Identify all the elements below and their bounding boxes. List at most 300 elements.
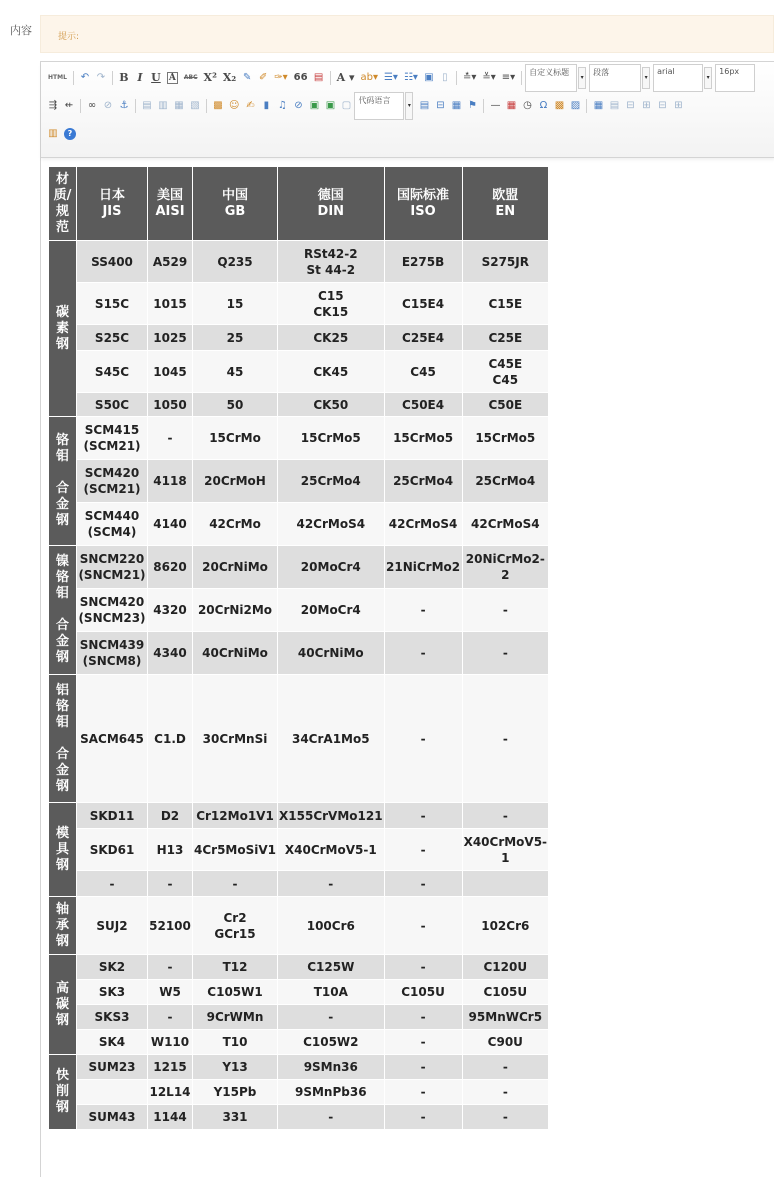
- cell-text-line: 20MoCr4: [300, 603, 361, 617]
- table-cell: [148, 417, 193, 460]
- table-row: [49, 1080, 549, 1105]
- cell-text-line: Y13: [222, 1060, 248, 1074]
- table-cell: [278, 460, 385, 503]
- table-cell: [384, 980, 462, 1005]
- table-cell: [462, 325, 548, 351]
- cell-text-line: H13: [156, 842, 184, 857]
- cell-text-line: EN: [495, 203, 516, 219]
- table-cell: [193, 829, 278, 871]
- table-cell: [384, 829, 462, 871]
- cell-text-line: 1215: [153, 1060, 187, 1074]
- omega-icon[interactable]: Ω: [539, 100, 548, 111]
- toolbar-row-1: [45, 66, 756, 90]
- table-body: [49, 241, 549, 1130]
- table-cell: [77, 393, 148, 417]
- table-cell: [77, 1055, 148, 1080]
- table-cell: [193, 871, 278, 897]
- toolbar-separator: [206, 99, 207, 113]
- map-icon[interactable]: ▣: [309, 100, 320, 111]
- table-cell: [462, 393, 548, 417]
- cell-text-line: 34CrA1Mo5: [291, 731, 370, 746]
- spechars-icon[interactable]: ⚑: [467, 100, 477, 111]
- italic-button[interactable]: I: [137, 71, 143, 84]
- table-cell: [462, 1030, 548, 1055]
- hint-text: 提示:: [58, 32, 80, 42]
- table-icon[interactable]: ▦: [593, 100, 604, 111]
- table-cell: [384, 417, 462, 460]
- table-cell: [384, 1080, 462, 1105]
- insert-image-icon[interactable]: ▩: [213, 100, 223, 111]
- strikethrough-button[interactable]: ABC: [183, 74, 198, 81]
- align-right-icon[interactable]: ▦: [174, 100, 184, 111]
- table-cell: [77, 325, 148, 351]
- cell-text-line: SK3: [98, 985, 126, 999]
- table-row: [49, 980, 549, 1005]
- date-icon[interactable]: ▦: [506, 100, 517, 111]
- cell-text-line: 金: [55, 497, 69, 512]
- row-spacing-top-icon[interactable]: ≛▾: [462, 72, 477, 83]
- table-cell: [193, 1055, 278, 1080]
- cell-text-line: S50C: [94, 397, 130, 412]
- toolbar-separator: [73, 71, 74, 85]
- table-cell: [278, 589, 385, 632]
- table-cell: [148, 871, 193, 897]
- rtl-icon[interactable]: ⇷: [64, 100, 74, 111]
- cell-text-line: 45: [226, 364, 244, 379]
- cell-text-line: 削: [55, 1084, 69, 1099]
- row-spacing-bottom-icon[interactable]: ≚▾: [482, 72, 496, 83]
- cell-text-line: GB: [224, 203, 246, 219]
- time-icon[interactable]: ◷: [523, 100, 532, 111]
- table-cell: [77, 1005, 148, 1030]
- cell-text-line: 日本: [98, 187, 125, 203]
- table-cell: [384, 589, 462, 632]
- line-height-icon[interactable]: ≡▾: [501, 72, 516, 83]
- table-cell: [384, 283, 462, 325]
- table-cell: [462, 589, 548, 632]
- table-cell: [462, 351, 548, 393]
- table-cell: [148, 351, 193, 393]
- table-cell: [77, 546, 148, 589]
- template-icon[interactable]: ⊟: [436, 100, 445, 111]
- table-cell: [148, 632, 193, 675]
- table-cell: [77, 803, 148, 829]
- cell-text-line: 4118: [153, 474, 187, 488]
- scrawl-icon[interactable]: ✍: [246, 100, 255, 111]
- table-cell: [384, 351, 462, 393]
- table-cell: [193, 589, 278, 632]
- cell-text-line: -: [420, 603, 426, 617]
- insert-video-icon[interactable]: ▮: [263, 100, 270, 111]
- table-row: [49, 460, 549, 503]
- cell-text-line: 美国: [156, 187, 183, 203]
- table-cell: [193, 803, 278, 829]
- table-cell: [193, 241, 278, 283]
- cell-text-line: DIN: [317, 203, 345, 219]
- table-row: [49, 955, 549, 980]
- cell-text-line: 合: [55, 481, 69, 496]
- table-cell: [77, 829, 148, 871]
- editor-toolbar: [41, 62, 774, 158]
- cell-text-line: -: [502, 808, 508, 823]
- clear-doc-icon[interactable]: ▯: [442, 72, 448, 83]
- cell-text-line: CK45: [313, 364, 349, 379]
- cell-text-line: 42CrMoS4: [388, 517, 458, 531]
- cell-text-line: (SNCM8): [82, 654, 142, 668]
- table-cell: [384, 871, 462, 897]
- font-color-button[interactable]: A ▾: [336, 71, 355, 84]
- cell-text-line: C50E: [488, 397, 523, 412]
- cell-text-line: 4Cr5MoSiV1: [194, 842, 277, 857]
- cell-text-line: SS400: [91, 254, 133, 269]
- table-row: [49, 1055, 549, 1080]
- cell-text-line: 52100: [149, 918, 191, 933]
- table-cell: [462, 803, 548, 829]
- cell-text-line: Cr2: [223, 910, 247, 925]
- cell-text-line: -: [420, 1035, 426, 1049]
- cell-text-line: -: [420, 1085, 426, 1099]
- unordered-list-icon[interactable]: ☷▾: [403, 72, 418, 83]
- cell-text-line: -: [420, 918, 426, 933]
- cell-text-line: SUM23: [88, 1060, 136, 1074]
- material-header-cell: [49, 167, 77, 241]
- cell-text-line: -: [109, 876, 115, 891]
- table-cell: [148, 829, 193, 871]
- table-cell: [193, 283, 278, 325]
- table-cell: [77, 955, 148, 980]
- word-image-icon[interactable]: ▩: [554, 100, 565, 111]
- cell-text-line: C105U: [401, 985, 445, 999]
- table-cell: [278, 1030, 385, 1055]
- cell-text-line: 1045: [153, 364, 187, 379]
- cell-text-line: -: [167, 1010, 173, 1024]
- cell-text-line: C25E4: [402, 330, 445, 345]
- table-header-row: [49, 167, 549, 241]
- cell-text-line: 1025: [153, 330, 187, 345]
- table-row: [49, 417, 549, 460]
- table-cell: [77, 503, 148, 546]
- table-cell: [193, 460, 278, 503]
- page-break-icon[interactable]: ▤: [419, 100, 430, 111]
- cell-text-line: S15C: [94, 296, 130, 311]
- cell-text-line: 1144: [153, 1110, 187, 1124]
- table-cell: [193, 417, 278, 460]
- cell-text-line: 9CrWMn: [206, 1010, 264, 1024]
- table-cell: [148, 980, 193, 1005]
- cell-text-line: -: [167, 876, 173, 891]
- emotion-icon[interactable]: ☺: [229, 100, 240, 111]
- select-all-icon[interactable]: ▣: [424, 72, 434, 83]
- cell-text-line: 20CrNi2Mo: [197, 603, 273, 617]
- html-source-button[interactable]: HTML: [48, 74, 67, 81]
- cell-text-line: CK15: [313, 304, 349, 319]
- format-painter-icon[interactable]: ✐: [259, 72, 268, 83]
- table-cell: [462, 955, 548, 980]
- cell-text-line: SK4: [98, 1035, 126, 1049]
- cell-text-line: 钼: [55, 449, 69, 464]
- cell-text-line: A529: [152, 254, 188, 269]
- cell-text-line: 95MnWCr5: [468, 1010, 543, 1024]
- table-cell: [77, 897, 148, 955]
- cell-text-line: -: [167, 960, 173, 974]
- blockquote-icon[interactable]: 66: [293, 72, 308, 83]
- cell-text-line: SK2: [98, 960, 126, 974]
- table-cell: [193, 1105, 278, 1130]
- undo-icon[interactable]: ↶: [80, 72, 90, 83]
- delete-row-icon[interactable]: ⊟: [658, 100, 667, 111]
- cell-text-line: -: [328, 1010, 334, 1024]
- cell-text-line: 15CrMo5: [475, 431, 536, 445]
- align-center-icon[interactable]: ▥: [158, 100, 168, 111]
- cell-text-line: C45: [492, 372, 519, 387]
- cell-text-line: C105W2: [303, 1035, 359, 1049]
- table-cell: [384, 460, 462, 503]
- cell-text-line: -: [502, 731, 508, 746]
- cell-text-line: 1: [501, 850, 510, 865]
- table-cell: [278, 897, 385, 955]
- table-cell: [278, 393, 385, 417]
- table-cell: [193, 632, 278, 675]
- cell-text-line: 20MoCr4: [300, 560, 361, 574]
- cell-text-line: C120U: [483, 960, 528, 974]
- cell-text-line: 100Cr6: [306, 918, 355, 933]
- paragraph-select[interactable]: 段落: [589, 64, 641, 92]
- table-cell: [148, 589, 193, 632]
- link-icon[interactable]: ∞: [87, 100, 97, 111]
- cell-text-line: Cr12Mo1V1: [196, 808, 274, 823]
- preview-icon[interactable]: ▨: [570, 100, 581, 111]
- font-family-select[interactable]: arial: [653, 64, 703, 92]
- cell-text-line: 25: [226, 330, 244, 345]
- chevron-down-icon[interactable]: ▾: [578, 67, 586, 89]
- table-cell: [193, 1005, 278, 1030]
- cell-text-line: -: [420, 1110, 426, 1124]
- cell-text-line: 8620: [153, 560, 187, 574]
- custom-style-select[interactable]: 自定义标题: [525, 64, 577, 92]
- cell-text-line: C15: [318, 288, 344, 303]
- underline-button[interactable]: U: [151, 71, 161, 84]
- table-cell: [384, 897, 462, 955]
- cell-text-line: 欧盟: [492, 187, 519, 203]
- group-label-ni-cr-mo-alloy-steel: [49, 546, 77, 675]
- cell-text-line: 金: [55, 762, 69, 778]
- cell-text-line: -: [420, 731, 426, 746]
- table-cell: [462, 503, 548, 546]
- delete-table-icon[interactable]: ▤: [609, 100, 620, 111]
- cell-text-line: -: [328, 1110, 334, 1124]
- cell-text-line: -: [167, 431, 173, 445]
- cell-text-line: -: [232, 876, 238, 891]
- toolbar-separator: [135, 99, 136, 113]
- anchor-icon[interactable]: ⚓: [119, 100, 129, 111]
- insert-row-icon[interactable]: ⊞: [642, 100, 651, 111]
- cell-text-line: 铬: [55, 570, 69, 585]
- toolbar-row-3: [45, 125, 79, 143]
- cell-text-line: 合: [55, 746, 69, 762]
- table-row: [49, 1005, 549, 1030]
- help-icon[interactable]: ?: [64, 128, 76, 140]
- paste-plain-icon[interactable]: ▤: [313, 72, 324, 83]
- attachment-icon[interactable]: ⊘: [294, 100, 303, 111]
- cell-text-line: 4340: [153, 646, 187, 660]
- cell-text-line: X155CrVMo121: [279, 808, 383, 823]
- insert-col-icon[interactable]: ⊞: [674, 100, 683, 111]
- table-cell: [462, 871, 548, 897]
- cell-text-line: 碳: [55, 996, 69, 1012]
- cell-text-line: X40CrMoV5-1: [284, 842, 377, 857]
- eraser-icon[interactable]: ✎: [243, 72, 252, 83]
- cell-text-line: 15CrMo: [209, 431, 261, 445]
- cell-text-line: JIS: [102, 203, 122, 219]
- table-cell: [77, 283, 148, 325]
- table-cell: [278, 871, 385, 897]
- table-cell: [278, 325, 385, 351]
- music-icon[interactable]: ♫: [277, 100, 287, 111]
- group-label-carbon-steel: [49, 241, 77, 417]
- cell-text-line: C15E4: [402, 296, 445, 311]
- bold-button[interactable]: B: [119, 71, 129, 84]
- cell-text-line: -: [420, 808, 426, 823]
- table-cell: [384, 803, 462, 829]
- table-cell: [462, 675, 548, 803]
- cell-text-line: 钢: [55, 650, 69, 665]
- cell-text-line: 钢: [55, 857, 69, 873]
- table-cell: [278, 1005, 385, 1030]
- table-cell: [148, 955, 193, 980]
- table-cell: [278, 1105, 385, 1130]
- font-border-button[interactable]: A: [168, 73, 176, 83]
- insert-frame-icon[interactable]: ▢: [341, 100, 352, 111]
- toolbar-separator: [456, 71, 457, 85]
- table-row: [49, 241, 549, 283]
- cell-text-line: C125W: [307, 960, 355, 974]
- cell-text-line: T10: [222, 1035, 248, 1049]
- cell-text-line: 42CrMoS4: [296, 517, 366, 531]
- table-row: [49, 546, 549, 589]
- table-cell: [462, 1055, 548, 1080]
- cell-text-line: 轴: [55, 901, 69, 917]
- cell-text-line: 20CrNiMo: [202, 560, 268, 574]
- material-comparison-table: [48, 166, 549, 1130]
- table-cell: [77, 460, 148, 503]
- hint-box: [40, 15, 774, 53]
- table-cell: [278, 283, 385, 325]
- table-cell: [148, 393, 193, 417]
- cell-text-line: Q235: [217, 254, 253, 269]
- cell-text-line: SNCM439: [79, 638, 145, 652]
- cell-text-line: C50E4: [402, 397, 445, 412]
- ordered-list-icon[interactable]: ☰▾: [383, 72, 398, 83]
- cell-text-line: C15E: [488, 296, 523, 311]
- cell-text-line: -: [502, 1110, 508, 1124]
- cell-text-line: C45E: [488, 356, 523, 371]
- superscript-button[interactable]: X²: [203, 71, 217, 84]
- cell-text-line: -: [420, 646, 426, 660]
- table-cell: [77, 241, 148, 283]
- chevron-down-icon[interactable]: ▾: [642, 67, 650, 89]
- horizontal-rule-icon[interactable]: —: [490, 100, 501, 111]
- chevron-down-icon[interactable]: ▾: [405, 92, 413, 120]
- group-label-high-carbon-steel: [49, 955, 77, 1055]
- table-cell: [384, 241, 462, 283]
- en-header-cell: [462, 167, 548, 241]
- cell-text-line: 钼: [55, 586, 69, 601]
- table-cell: [193, 1080, 278, 1105]
- font-size-select[interactable]: 16px: [715, 64, 755, 92]
- background-icon[interactable]: ▦: [451, 100, 462, 111]
- align-left-icon[interactable]: ▤: [142, 100, 152, 111]
- insert-paragraph-icon[interactable]: ⊟: [626, 100, 635, 111]
- cell-text-line: 国际标准: [397, 187, 450, 203]
- gmap-icon[interactable]: ▣: [325, 100, 336, 111]
- subscript-button[interactable]: X₂: [222, 71, 237, 84]
- toolbar-separator: [330, 71, 331, 85]
- table-cell: [77, 980, 148, 1005]
- cell-text-line: SKS3: [94, 1010, 130, 1024]
- toolbar-row-2: [45, 94, 686, 118]
- cell-text-line: 质/: [53, 187, 72, 203]
- table-cell: [462, 417, 548, 460]
- cell-text-line: 25CrMo4: [300, 474, 361, 488]
- table-cell: [384, 325, 462, 351]
- table-cell: [462, 460, 548, 503]
- highlight-icon[interactable]: ab▾: [360, 72, 378, 83]
- print-icon[interactable]: ▥: [48, 128, 58, 139]
- table-row: [49, 1105, 549, 1130]
- group-label-cr-mo-alloy-steel: [49, 417, 77, 546]
- table-row: [49, 632, 549, 675]
- table-cell: [193, 980, 278, 1005]
- chevron-down-icon[interactable]: ▾: [704, 67, 712, 89]
- cell-text-line: 具: [55, 841, 69, 857]
- cell-text-line: 金: [55, 634, 69, 649]
- cell-text-line: 模: [55, 825, 69, 841]
- table-cell: [384, 675, 462, 803]
- table-cell: [77, 351, 148, 393]
- cell-text-line: 20NiCrMo2-: [465, 552, 545, 566]
- table-cell: [148, 897, 193, 955]
- cell-text-line: 合: [55, 618, 69, 633]
- cell-text-line: -: [420, 1010, 426, 1024]
- ltr-icon[interactable]: ⇶: [48, 100, 58, 111]
- cell-text-line: -: [420, 960, 426, 974]
- table-cell: [384, 632, 462, 675]
- cell-text-line: 15CrMo5: [300, 431, 361, 445]
- table-row: [49, 897, 549, 955]
- cell-text-line: 钢: [55, 336, 69, 352]
- table-row: [49, 351, 549, 393]
- table-cell: [278, 546, 385, 589]
- redo-icon[interactable]: ↷: [96, 72, 106, 83]
- unlink-icon[interactable]: ⊘: [103, 100, 113, 111]
- table-row: [49, 325, 549, 351]
- jis-header-cell: [77, 167, 148, 241]
- cell-text-line: 铬: [55, 433, 69, 448]
- cell-text-line: S45C: [94, 364, 130, 379]
- table-cell: [148, 1105, 193, 1130]
- cell-text-line: (SNCM21): [78, 568, 146, 582]
- table-cell: [148, 1005, 193, 1030]
- cell-text-line: AISI: [155, 203, 185, 219]
- cell-text-line: T12: [222, 960, 248, 974]
- table-cell: [77, 1080, 148, 1105]
- code-language-select[interactable]: 代码语言: [354, 92, 404, 120]
- justify-icon[interactable]: ▧: [190, 100, 200, 111]
- cell-text-line: 25CrMo4: [393, 474, 454, 488]
- auto-format-icon[interactable]: ✑▾: [274, 72, 288, 83]
- cell-text-line: 镍: [55, 554, 69, 569]
- cell-text-line: -: [502, 646, 508, 660]
